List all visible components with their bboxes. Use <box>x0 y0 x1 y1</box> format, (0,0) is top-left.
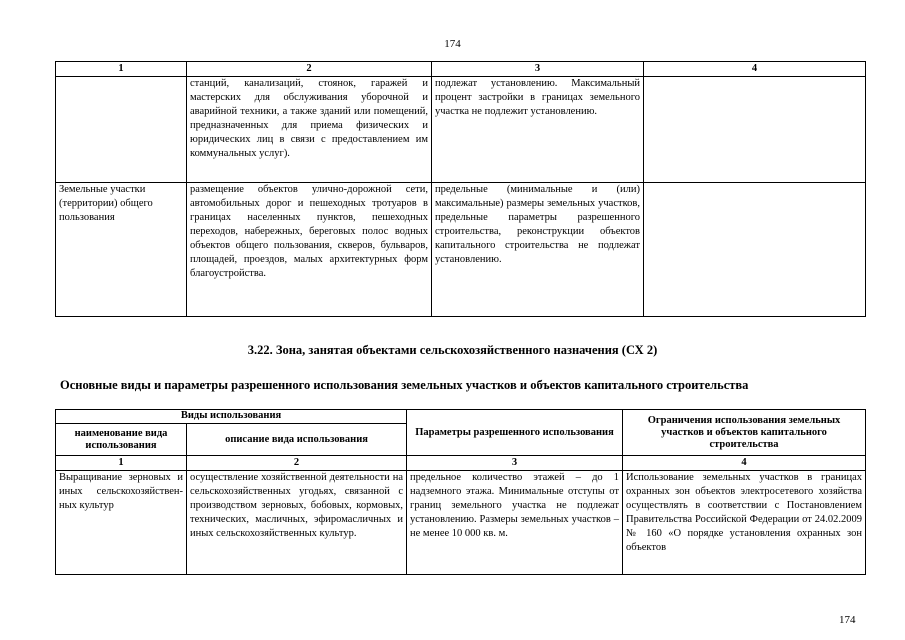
use-limits-cell <box>644 183 866 317</box>
table-row <box>56 471 866 575</box>
header-use-types: Виды использования <box>56 410 407 424</box>
use-limits-cell: Использование земельных участков в границах охранных зон объектов электросетевого хозяйства осуществлять в соответствии с Постановлением Правительства Российской Федерации от 24.02.2009 № 160 «О порядке установления охранных зон объектов <box>623 471 866 575</box>
page-number-bottom: 174 <box>839 614 856 626</box>
main-uses-table <box>55 409 866 575</box>
use-parameters-cell: подлежат установлению. Максимальный процент застройки в границах земельного участка не подлежит установлению. <box>432 77 644 183</box>
header-parameters: Параметры разрешенного использования <box>407 410 623 456</box>
use-name-cell: Земельные участки (территории) общего пользования <box>56 183 187 317</box>
section-heading: Основные виды и параметры разрешенного использования земельных участков и объектов капитального строительства <box>60 378 749 392</box>
header-row <box>56 410 866 424</box>
use-description-cell: станций, канализаций, стоянок, гаражей и мастерских для обслуживания уборочной и аварийной техники, а также зданий или помещений, предназначенных для приема физических и юридических лиц в связи с предоставлением им коммунальных услуг). <box>187 77 432 183</box>
column-number: 3 <box>432 62 644 77</box>
column-number: 1 <box>56 456 187 471</box>
column-number: 4 <box>623 456 866 471</box>
table-row <box>56 183 866 317</box>
column-number: 1 <box>56 62 187 77</box>
page-number-top: 174 <box>444 38 461 50</box>
column-number: 2 <box>187 62 432 77</box>
header-use-name: наименование вида использования <box>56 424 187 456</box>
table-row <box>56 77 866 183</box>
use-name-cell: Выращивание зерновых и иных сельскохозяйствен-ных культур <box>56 471 187 575</box>
zone-heading: 3.22. Зона, занятая объектами сельскохозяйственного назначения (СХ 2) <box>247 343 658 357</box>
use-parameters-cell: предельные (минимальные и (или) максимальные) размеры земельных участков, предельные параметры разрешенного строительства, реконструкции объектов капитального строительства не подлежат установлению. <box>432 183 644 317</box>
header-use-description: описание вида использования <box>187 424 407 456</box>
use-parameters-cell: предельное количество этажей – до 1 надземного этажа. Минимальные отступы от границ земельного участка не подлежат установлению. Размеры земельных участков – не менее 10 000 кв. м. <box>407 471 623 575</box>
land-use-table-continued <box>55 61 866 317</box>
use-limits-cell <box>644 77 866 183</box>
use-description-cell: осуществление хозяйственной деятельности на сельскохозяйственных угодьях, связанной с производством зерновых, бобовых, кормовых, технических, масличных, эфиромасличных и иных сельскохозяйственных культур. <box>187 471 407 575</box>
use-description-cell: размещение объектов улично-дорожной сети, автомобильных дорог и пешеходных тротуаров в границах населенных пунктов, пешеходных переходов, набережных, береговых полос водных объектов общего пользования, скверов, бульваров, площадей, проездов, малых архитектурных форм благоустройства. <box>187 183 432 317</box>
column-number: 2 <box>187 456 407 471</box>
header-limits: Ограничения использования земельных участков и объектов капитального строительства <box>623 410 866 456</box>
use-name-cell <box>56 77 187 183</box>
column-number-row <box>56 456 866 471</box>
column-number-row <box>56 62 866 77</box>
column-number: 3 <box>407 456 623 471</box>
column-number: 4 <box>644 62 866 77</box>
